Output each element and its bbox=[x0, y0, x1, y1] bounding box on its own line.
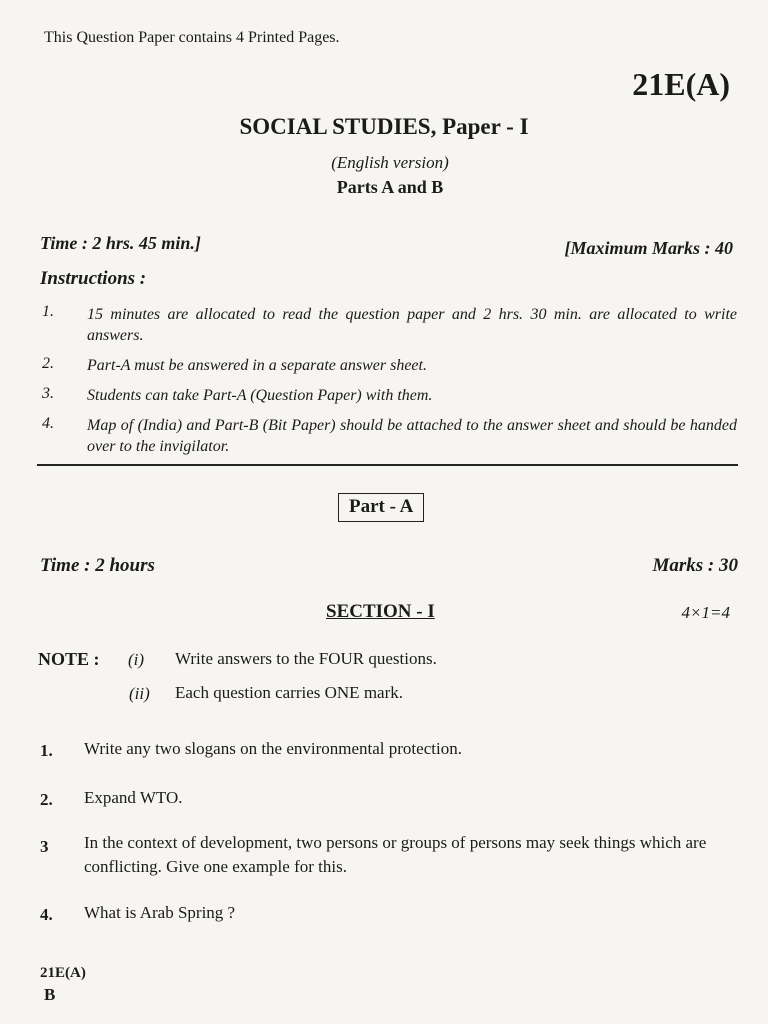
header-divider bbox=[37, 464, 738, 466]
question-number: 3 bbox=[40, 837, 49, 856]
question-text: What is Arab Spring ? bbox=[84, 903, 236, 922]
instruction-text: 15 minutes are allocated to read the question paper and 2 hrs. 30 min. are allocated to write answers. bbox=[87, 306, 737, 344]
instruction-number: 2. bbox=[42, 355, 54, 372]
language-version: (English version) bbox=[331, 153, 449, 172]
question-number: 1. bbox=[40, 741, 53, 760]
question-number: 4. bbox=[40, 905, 53, 924]
note-text: Write answers to the FOUR questions. bbox=[175, 649, 437, 668]
paper-title: SOCIAL STUDIES, Paper - I bbox=[239, 114, 529, 139]
note-text: Each question carries ONE mark. bbox=[175, 683, 403, 702]
part-a-time: Time : 2 hours bbox=[40, 555, 155, 576]
note-label: NOTE : bbox=[38, 649, 100, 669]
instruction-number: 1. bbox=[42, 303, 54, 320]
question-text: Expand WTO. bbox=[84, 788, 183, 807]
part-a-title: Part - A bbox=[338, 493, 424, 522]
instruction-number: 3. bbox=[42, 385, 54, 402]
section-title: SECTION - I bbox=[326, 601, 435, 622]
question-text: Write any two slogans on the environmental protection. bbox=[84, 739, 462, 758]
parts-label: Parts A and B bbox=[336, 177, 444, 197]
instruction-text: Students can take Part-A (Question Paper) with them. bbox=[87, 387, 433, 404]
section-marks: 4×1=4 bbox=[681, 603, 730, 622]
question-number: 2. bbox=[40, 790, 53, 809]
instructions-heading: Instructions : bbox=[40, 268, 147, 289]
maximum-marks: [Maximum Marks : 40 bbox=[564, 238, 733, 258]
page-count-note: This Question Paper contains 4 Printed Pages. bbox=[44, 29, 340, 46]
part-a-marks: Marks : 30 bbox=[652, 555, 738, 576]
paper-code: 21E(A) bbox=[632, 66, 730, 102]
footer-paper-code: 21E(A) bbox=[40, 965, 86, 981]
instruction-text: Map of (India) and Part-B (Bit Paper) should be attached to the answer sheet and should be handed over to the invigilator. bbox=[87, 417, 737, 455]
instruction-text: Part-A must be answered in a separate answer sheet. bbox=[87, 357, 427, 374]
instruction-number: 4. bbox=[42, 415, 54, 432]
question-text: In the context of development, two persons or groups of persons may seek things which are conflicting. Give one example for this. bbox=[84, 833, 707, 876]
footer-set-letter: B bbox=[44, 985, 56, 1004]
note-number: (i) bbox=[128, 650, 145, 669]
note-number: (ii) bbox=[129, 684, 150, 703]
total-time: Time : 2 hrs. 45 min.] bbox=[40, 233, 201, 253]
